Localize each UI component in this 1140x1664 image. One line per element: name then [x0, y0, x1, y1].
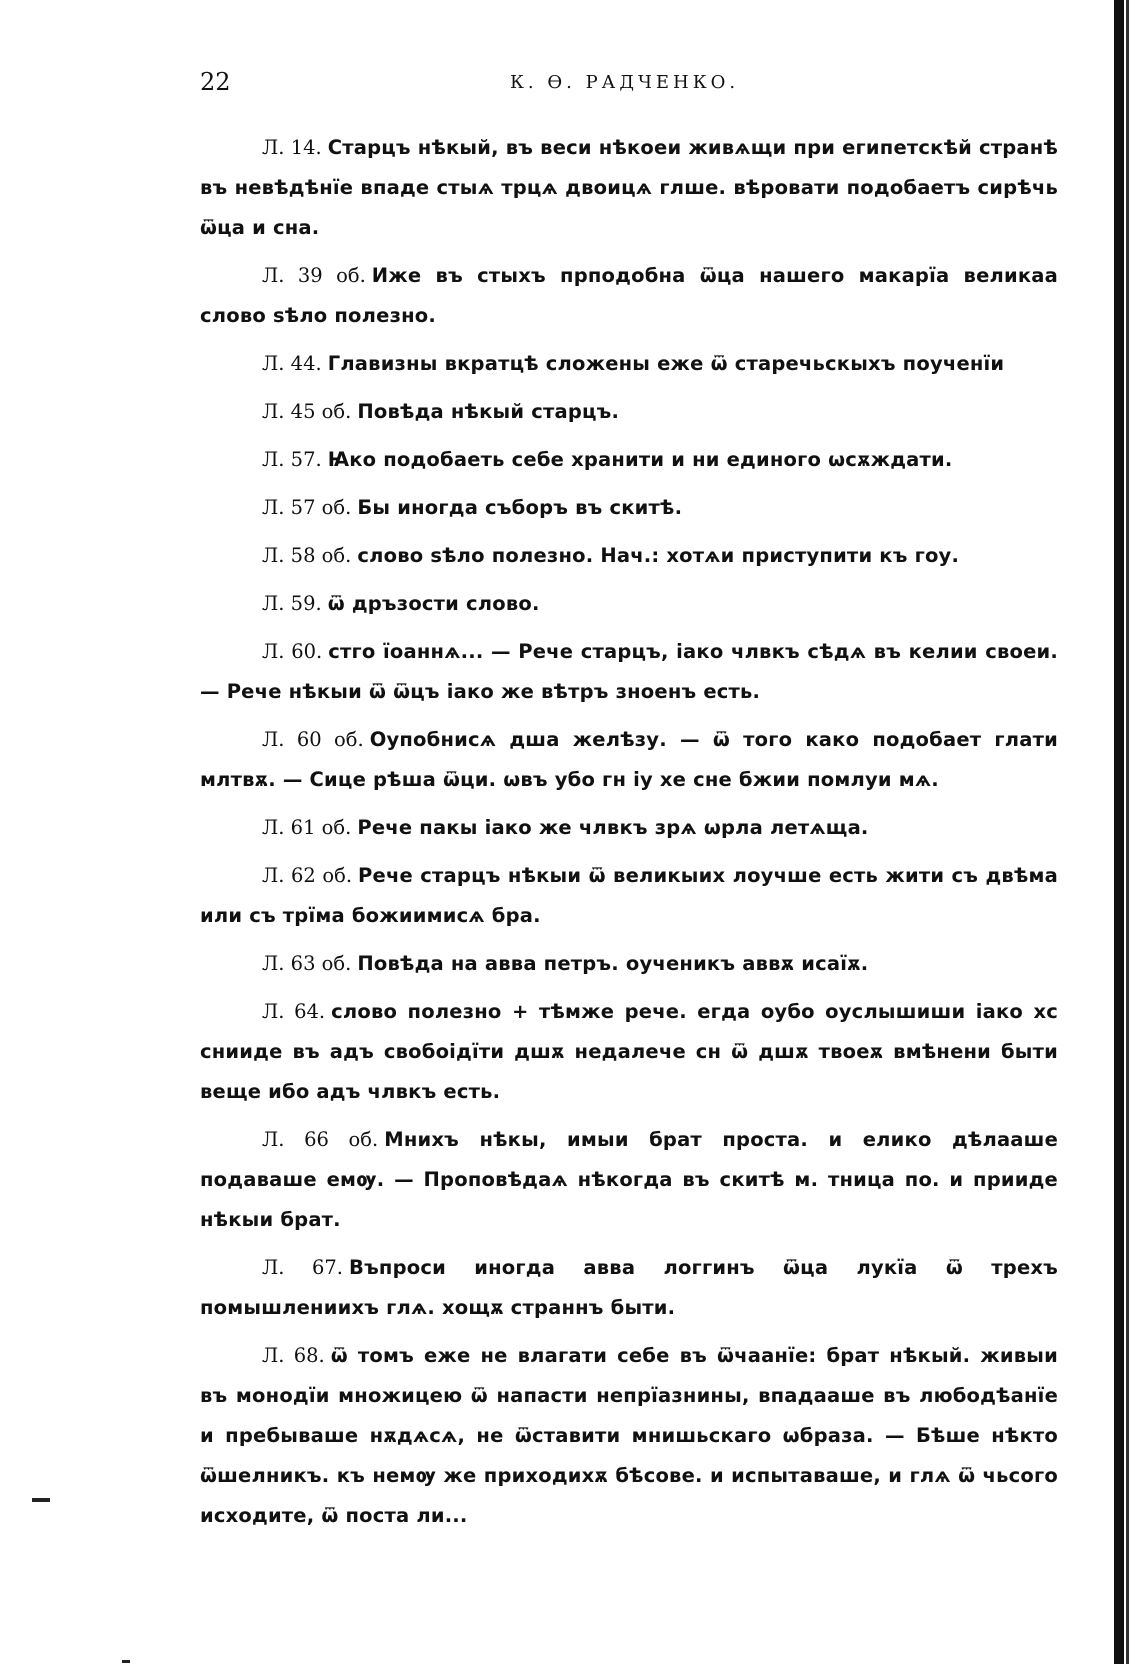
scan-speck: [32, 1498, 50, 1502]
entry-text: Ꙗко подобаеть себе хранити и ни единого ѡсѫждати.: [327, 448, 953, 471]
entry-l66ob: [200, 1120, 1058, 1240]
entry-text: Главизны вкратцѣ сложены еже ѿ старечьскыхъ поученїи: [327, 352, 1005, 375]
entry-text: стго їоаннѧ... — Рече старцъ, іако члвкъ сѣдѧ въ келии своеи. — Рече нѣкыи ѿ ѿцъ іако же вѣтръ зноенъ есть.: [200, 640, 1059, 703]
entry-l63ob: [200, 944, 1058, 984]
entry-l62ob: [200, 856, 1058, 936]
entry-l67: [200, 1248, 1058, 1328]
folio-ref: Л. 61 об.: [262, 816, 352, 839]
entry-text: Бы иногда съборъ въ скитѣ.: [357, 496, 683, 519]
entry-text: Старцъ нѣкый, въ веси нѣкоеи живѧщи при египетскѣй странѣ въ невѣдѣнїе впаде стыѧ трцѧ двоицѧ глше. вѣровати подобаетъ сирѣчь ѿца и сна.: [200, 136, 1059, 239]
entry-text: Мнихъ нѣкы, имыи брат проста. и елико дѣлааше подаваше емѹ. — Проповѣдаѧ нѣкогда въ скитѣ м. тница по. и прииде нѣкыи брат.: [200, 1128, 1059, 1231]
entry-l14: [200, 128, 1058, 248]
entry-l60: [200, 632, 1058, 712]
page-header: [200, 68, 1060, 108]
folio-ref: Л. 58 об.: [262, 544, 352, 567]
entry-text: Оупобнисѧ дша желѣзу. — ѿ того како подобает глати млтвѫ. — Сице рѣша ѿци. ѡвъ убо гн іу хе сне бжии помлуи мѧ.: [200, 728, 1058, 791]
entry-text: Рече пакы іако же члвкъ зрѧ ѡрла летѧща.: [357, 816, 869, 839]
running-head: К. Ѳ. РАДЧЕНКО.: [510, 72, 740, 93]
folio-ref: Л. 63 об.: [262, 952, 352, 975]
page-edge-line: [1126, 0, 1129, 1664]
folio-ref: Л. 60 об.: [262, 728, 364, 751]
entry-l57ob: [200, 488, 1058, 528]
folio-ref: Л. 64.: [262, 1000, 326, 1023]
folio-ref: Л. 67.: [262, 1256, 343, 1279]
folio-ref: Л. 39 об.: [262, 264, 366, 287]
page-edge-shadow: [1114, 0, 1124, 1664]
entry-l44: [200, 344, 1058, 384]
entry-text: Въпроси иногда авва логгинъ ѿца лукїа ѿ трехъ помышлениихъ глѧ. хощѫ страннъ быти.: [200, 1256, 1059, 1319]
entry-text: Повѣда на авва петръ. оученикъ аввѫ исаїѫ.: [357, 952, 869, 975]
entry-text: слово полезно + тѣмже рече. егда оубо оуслышиши іако хс снииде въ адъ свобоідїти дшѫ недалече сн ѿ дшѫ твоеѫ вмѣнени быти веще ибо адъ члвкъ есть.: [200, 1000, 1058, 1103]
manuscript-description: [200, 128, 1058, 1544]
entry-text: ѿ томъ еже не влагати себе въ ѿчаанїе: брат нѣкый. живыи въ монодїи множицею ѿ напасти непрїазнины, впадааше въ любодѣанїе и пребываше нѫдѧсѧ, не ѿставити мнишьскаго ѡбраза. — Бѣше нѣкто ѿшелникъ. къ немѹ же приходихѫ бѣсове. и испытаваше, и глѧ ѿ чьсого исходите, ѿ поста ли...: [200, 1344, 1058, 1527]
entry-l58ob: [200, 536, 1058, 576]
folio-ref: Л. 62 об.: [262, 864, 353, 887]
entry-l61ob: [200, 808, 1058, 848]
folio-ref: Л. 57.: [262, 448, 322, 471]
folio-ref: Л. 66 об.: [262, 1128, 379, 1151]
entry-text: Рече старцъ нѣкыи ѿ великыих лоучше есть жити съ двѣма или съ трїма божиимисѧ бра.: [200, 864, 1058, 927]
folio-ref: Л. 44.: [262, 352, 322, 375]
entry-l45ob: [200, 392, 1058, 432]
entry-text: слово ѕѣло полезно. Нач.: хотѧи приступити къ гоу.: [357, 544, 960, 567]
entry-l57: [200, 440, 1058, 480]
folio-ref: Л. 45 об.: [262, 400, 352, 423]
entry-text: Повѣда нѣкый старцъ.: [357, 400, 620, 423]
entry-text: Иже въ стыхъ прподобна ѿца нашего макарїа великаа слово ѕѣло полезно.: [200, 264, 1058, 327]
entry-l64: [200, 992, 1058, 1112]
folio-ref: Л. 68.: [262, 1344, 325, 1367]
folio-ref: Л. 57 об.: [262, 496, 352, 519]
entry-l39ob: [200, 256, 1058, 336]
folio-ref: Л. 59.: [262, 592, 322, 615]
folio-ref: Л. 60.: [262, 640, 323, 663]
entry-l59: [200, 584, 1058, 624]
page-number: 22: [200, 68, 231, 96]
entry-text: ѿ дръзости слово.: [327, 592, 540, 615]
entry-l60ob: [200, 720, 1058, 800]
folio-ref: Л. 14.: [262, 136, 322, 159]
scan-speck: [122, 1660, 130, 1663]
entry-l68: [200, 1336, 1058, 1536]
